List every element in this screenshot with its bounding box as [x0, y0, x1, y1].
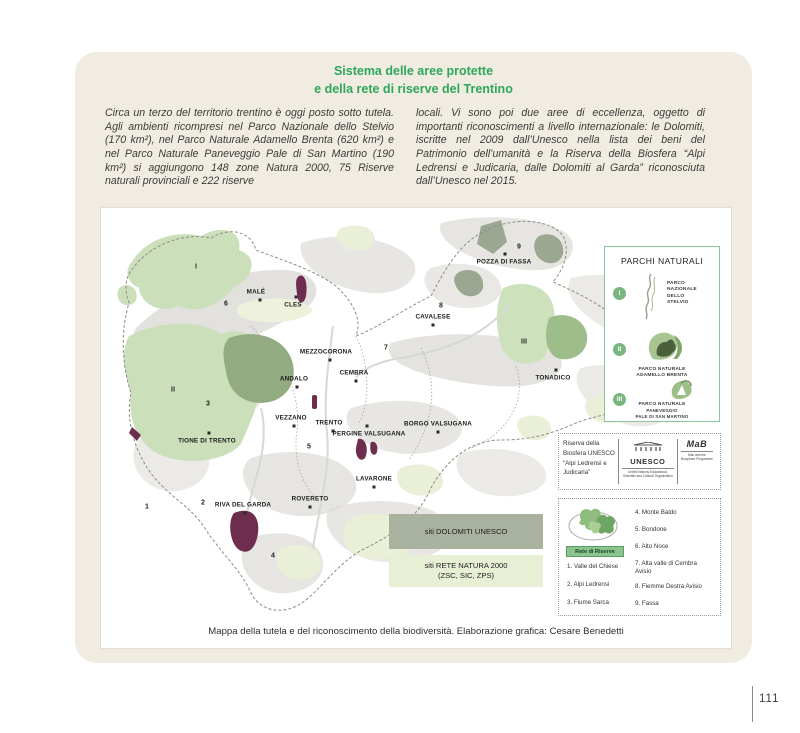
map-number: 2 — [201, 499, 205, 507]
intro-text — [105, 107, 705, 189]
parchi-item-adamello: PARCO NATURALE ADAMELLO BRENTA — [636, 367, 688, 379]
map-roman-numeral: I — [194, 261, 198, 271]
paneveggio-logo-icon — [667, 377, 695, 401]
rete-item: 3. Fiume Sarca — [567, 599, 609, 606]
rete-di-riserve-label: Rete di Riserve — [566, 546, 624, 557]
town-label: MALÉ — [246, 288, 266, 296]
unesco-temple-icon — [631, 442, 665, 452]
legend-dolomiti-unesco: siti DOLOMITI UNESCO — [389, 514, 543, 549]
town-marker — [296, 386, 299, 389]
adamello-brenta-logo-icon — [643, 329, 687, 365]
intro-right-column: locali. Vi sono poi due aree di eccellenza, oggetto di importanti riconoscimenti a livello internazionale: le Dolomiti, iscritte nel 2009 dall’Unesco nella lista dei beni del Patrimonio dell’umanità e la Riserva della Biosfera “Alpi Ledrensi e Judicaria, dalle Dolomiti al Garda” riconosciuta dall’Unesco nel 2015. — [416, 107, 705, 188]
rete-item: 1. Valle del Chiese — [567, 563, 619, 570]
legend-rete-natura-2000: siti RETE NATURA 2000 (ZSC, SIC, ZPS) — [389, 555, 543, 587]
town-label: BORGO VALSUGANA — [404, 420, 472, 428]
parchi-naturali-title: PARCHI NATURALI — [620, 256, 704, 266]
town-marker — [504, 253, 507, 256]
town-label: CEMBRA — [339, 369, 369, 377]
rete-item: 2. Alpi Ledrensi — [567, 581, 610, 588]
map-number: 1 — [145, 503, 149, 511]
page-title-line2: e della rete di riserve del Trentino — [314, 82, 513, 97]
town-label: ROVERETO — [291, 495, 329, 503]
numeral-badge-III: III — [613, 393, 626, 406]
rete-item: 4. Monte Baldo — [635, 509, 677, 516]
parchi-item-stelvio: PARCO NAZIONALE DELLO STELVIO — [667, 281, 697, 306]
town-label: LAVARONE — [356, 475, 392, 483]
map-number: 3 — [206, 400, 210, 408]
page-title — [75, 62, 752, 98]
rete-di-riserve-box — [558, 498, 721, 616]
town-label: PERGINE VALSUGANA — [332, 430, 406, 438]
parchi-item-paneveggio: PARCO NATURALE PANEVEGGIO PALE DI SAN MARTINO — [635, 402, 689, 420]
rete-item: 9. Fassa — [635, 600, 659, 607]
town-marker — [329, 359, 332, 362]
numeral-badge-I: I — [613, 287, 626, 300]
town-label: TIONE DI TRENTO — [178, 437, 236, 445]
map-number: 7 — [384, 344, 388, 352]
town-marker — [366, 425, 369, 428]
rete-item: 5. Bondone — [635, 526, 667, 533]
map-number: 9 — [517, 243, 521, 251]
intro-left-column: Circa un terzo del territorio trentino è oggi posto sotto tutela. Agli ambienti ricompresi nel Parco Nazionale dello Stelvio (170 km²), nel Parco Naturale Adamello Brenta (620 km²) e nel Parco Naturale Paneveggio Pale di San Martino (190 km²) si aggiungono 148 zone Natura 2000, 75 Riserve naturali provinciali e 222 riserve — [105, 107, 394, 188]
town-label: RIVA DEL GARDA — [214, 501, 272, 509]
rete-item: 6. Alto Noce — [635, 543, 669, 550]
town-label: ANDALO — [279, 375, 309, 383]
rete-di-riserve-logo-icon — [567, 504, 619, 544]
numeral-badge-II: II — [613, 343, 626, 356]
map-number: 6 — [224, 300, 228, 308]
town-label: TRENTO — [315, 419, 343, 427]
map-number: 4 — [271, 552, 275, 560]
town-marker — [373, 486, 376, 489]
town-label: VEZZANO — [275, 414, 307, 422]
town-marker — [293, 425, 296, 428]
mab-logo: MaB Man and the Biosphere Programme — [677, 439, 716, 484]
town-marker — [432, 324, 435, 327]
town-label: MEZZOCORONA — [299, 348, 353, 356]
town-marker — [244, 512, 247, 515]
town-marker — [295, 296, 298, 299]
town-label: TONADICO — [535, 374, 571, 382]
town-marker — [555, 369, 558, 372]
map-roman-numeral: III — [520, 336, 528, 346]
town-label: CLES — [284, 301, 302, 309]
town-marker — [208, 432, 211, 435]
map-roman-numeral: II — [170, 384, 176, 394]
map-panel — [100, 207, 732, 649]
page-number: 111 — [759, 693, 780, 705]
page-number-rule — [752, 686, 753, 722]
town-label: POZZA DI FASSA — [476, 258, 532, 266]
biosfera-unesco-box — [558, 433, 721, 490]
parchi-naturali-legend — [604, 246, 720, 422]
town-marker — [259, 299, 262, 302]
stelvio-logo-icon — [637, 271, 663, 323]
town-marker — [309, 506, 312, 509]
map-number: 5 — [307, 443, 311, 451]
unesco-logo: UNESCO United Nations Educational, Scientific and Cultural Organization — [618, 439, 677, 484]
biosfera-label: Riserva della Biosfera UNESCO “Alpi Ledrensi e Judicaria” — [563, 440, 615, 477]
map-caption: Mappa della tutela e del riconoscimento della biodiversità. Elaborazione grafica: Cesare Benedetti — [208, 626, 624, 637]
map-number: 8 — [439, 302, 443, 310]
town-marker — [437, 431, 440, 434]
town-marker — [355, 380, 358, 383]
page-title-line1: Sistema delle aree protette — [333, 64, 494, 78]
town-label: CAVALESE — [415, 313, 451, 321]
rete-item: 7. Alta valle di Cembra Avisio — [635, 560, 697, 575]
rete-item: 8. Fiemme Destra Avisio — [635, 583, 702, 590]
